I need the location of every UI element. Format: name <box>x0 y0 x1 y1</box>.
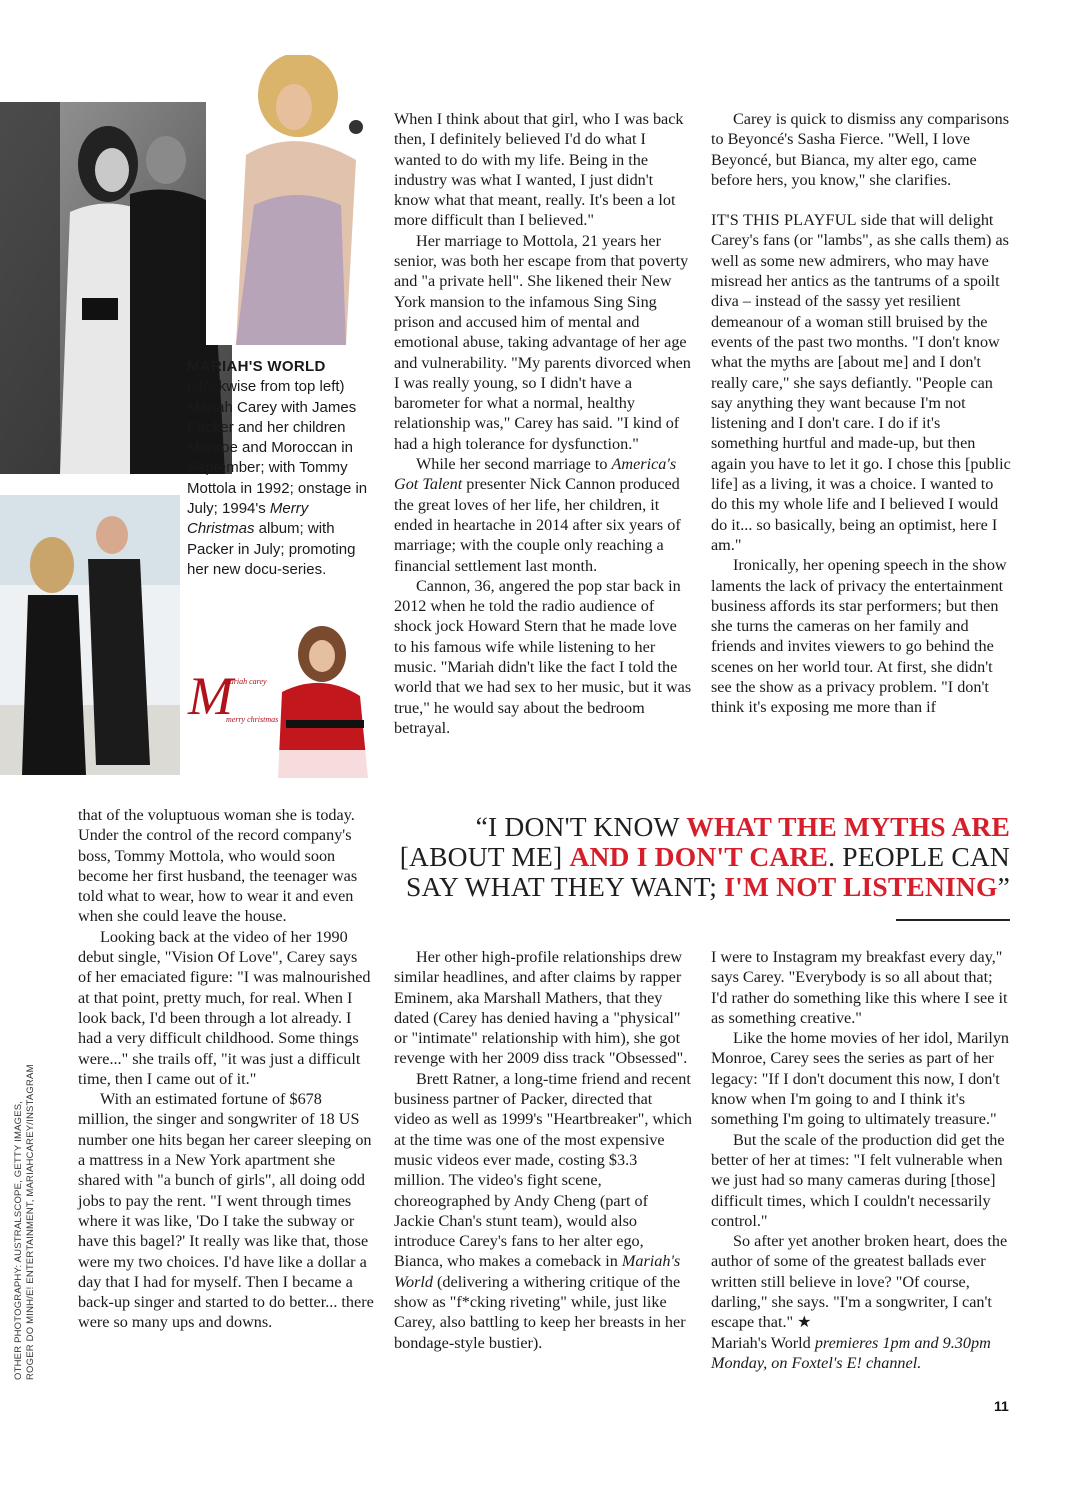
paragraph: So after yet another broken heart, does the author of some of the greatest ballads ever written still believe in love? "Of course, darling," she says. "I'm a songwriter, I can't escape that." ★ <box>711 1232 1008 1332</box>
column-bottom-right <box>711 947 1011 1373</box>
album-script-letter: M <box>188 666 233 726</box>
photo-credit: OTHER PHOTOGRAPHY: AUSTRALSCOPE, GETTY IMAGES, ROGER DO MINH/E! ENTERTAINMENT, MARIAHCAREY/INSTAGRAM <box>13 1064 36 1380</box>
paragraph: Looking back at the video of her 1990 debut single, "Vision Of Love", Carey says of her emaciated figure: "I was malnourished at that point, pretty much, for real. When I look back, I'd been through a lot already. I had a very difficult childhood. Some things were..." she trails off, "it was just a difficult time, then I came out of it." <box>78 927 371 1088</box>
caption-album-title: Merry Christmas <box>187 500 309 538</box>
paragraph: Like the home movies of her idol, Marilyn Monroe, Carey sees the series as part of her legacy: "If I don't document this now, I don't know when I'm going to and I think it's something I'm going to ultimately treasure." <box>711 1029 1010 1129</box>
album-title: merry christmas <box>226 715 279 724</box>
photo-packer-boat <box>0 495 180 775</box>
paragraph: Ironically, her opening speech in the show laments the lack of privacy the entertainment business affords its star performers; but then she turns the cameras on her family and friends and invites viewers to go behind the scenes on her world tour. At first, she didn't see the show as a privacy problem. "I don't think it's exposing me more than if <box>711 556 1007 717</box>
paragraph: that of the voluptuous woman she is today. Under the control of the record company's boss, Tommy Mottola, who would soon become her first husband, the teenager was told what to wear, how to wear it and even when she could leave the house. <box>78 806 358 926</box>
paragraph: Brett Ratner, a long-time friend and recent business partner of Packer, directed that video as well as 1999's "Heartbreaker", which at the time was one of the most expensive music videos ever made, costing $3.3 million. The video's fight scene, choreographed by Andy Cheng (part of Jackie Chan's stunt team), would also introduce Carey's fans to her alter ego, Bianca, who makes a comeback in Mariah's World (delivering a withering critique of the show as "f*cking riveting" while, just like Carey, also battling to keep her breasts in her bondage-style bustier). <box>394 1069 692 1352</box>
paragraph: But the scale of the production did get the better of her at times: "I felt vulnerable when we just had so many cameras during [those] difficult times, which I couldn't necessarily control." <box>711 1130 1005 1230</box>
tv-show-title: Mariah's World <box>711 1333 811 1352</box>
pull-quote-highlight: AND I DON'T CARE <box>569 841 829 872</box>
paragraph: Her other high-profile relationships drew similar headlines, and after claims by rapper Eminem, aka Marshall Mathers, that they dated (Carey has denied having a "physical" or "intimate" relationship with him), she got revenge with her 2009 diss track "Obsessed". <box>394 948 688 1068</box>
column-top-middle <box>394 109 692 738</box>
caption-title: MARIAH'S WORLD <box>187 358 326 375</box>
caption-body: (clockwise from top left) Mariah Carey with James Packer and her children Monroe and Moroccan in September; with Tommy Mottola in 1992; onstage in July; 1994's <box>187 378 368 518</box>
pull-quote: “I DON'T KNOW WHAT THE MYTHS ARE [ABOUT ME] AND I DON'T CARE. PEOPLE CAN SAY WHAT THEY WANT; I'M NOT LISTENING” <box>399 811 1010 902</box>
column-top-right <box>711 109 1011 718</box>
show-title: America's Got Talent <box>394 455 677 494</box>
paragraph: IT'S THIS PLAYFUL side that will delight Carey's fans (or "lambs", as she calls them) as well as some new admirers, who may have misread her antics as the tantrums of a spoilt diva – instead of the sassy yet resilient demeanour of a woman still bruised by the events of the past two months. "I don't know what the myths are [about me] and I don't really care," she says defiantly. "People can say anything they want because I'm not listening and I don't care. I do if it's something hurtful and made-up, but then again you have to let it go. I chose this [public life] as a living, it was a choice. I wanted to do this my whole life and I believed I would do it... so basically, being an optimist, here I am." <box>711 211 1011 554</box>
photo-merry-christmas-album <box>182 600 372 778</box>
paragraph: Carey is quick to dismiss any comparisons to Beyoncé's Sasha Fierce. "Well, I love Beyoncé, but Bianca, my alter ego, came before hers, you know," she clarifies. <box>711 110 1010 189</box>
photo-onstage-color <box>206 55 372 345</box>
caption-body-end: album; with Packer in July; promoting her new docu-series. <box>187 520 356 578</box>
show-title: Mariah's World <box>394 1252 681 1291</box>
pull-quote-rule <box>896 919 1010 921</box>
photo-caption <box>187 357 372 580</box>
end-mark-icon: ★ <box>797 1313 812 1332</box>
page-number: 11 <box>994 1398 1009 1414</box>
section-lead-caps: IT'S THIS PLAYFUL <box>711 211 857 230</box>
paragraph: With an estimated fortune of $678 million, the singer and songwriter of 18 US number one hits began her career sleeping on a mattress in a New York apartment she shared with "a bunch of girls", all doing odd jobs to pay the rent. "I went through times where it was like, 'Do I take the subway or have this bagel?' It really was like that, those were my two choices. I'd have like a dollar a day that I had for myself. Then I became a back-up singer and started to do better... there were so many ups and downs. <box>78 1090 374 1332</box>
pull-quote-highlight: I'M NOT LISTENING <box>724 871 998 902</box>
paragraph: Her marriage to Mottola, 21 years her senior, was both her escape from that poverty and "a private hell". She likened their New York mansion to the infamous Sing Sing prison and accused him of mental and emotional abuse, taking advantage of her age and vulnerability. "My parents divorced when I was really young, so I didn't have a barometer for what a normal, healthy relationship was," Carey has said. "I kind of had a high tolerance for dysfunction." <box>394 231 691 453</box>
paragraph: When I think about that girl, who I was back then, I definitely believed I'd do what I wanted to do with my life. Being in the industry was what I wanted, I just didn't know what that meant, really. It's been a lot more difficult than I believed." <box>394 110 684 230</box>
paragraph: While her second marriage to America's Got Talent presenter Nick Cannon produced the great loves of her life, her children, it ended in heartache in 2014 after six years of marriage; with the couple only reaching a financial settlement last month. <box>394 455 681 575</box>
tv-listing <box>711 1333 1011 1374</box>
tv-info: premieres 1pm and 9.30pm Monday, on Foxtel's E! channel. <box>711 1333 991 1372</box>
album-artist: mariah carey <box>224 677 267 686</box>
column-bottom-middle <box>394 947 692 1353</box>
paragraph: Cannon, 36, angered the pop star back in 2012 when he told the radio audience of shock jock Howard Stern that he made love to his famous wife while listening to her music. "Mariah didn't like the fact I told the world that we had sex to her music, but it was true," he would say about the bedroom betrayal. <box>394 576 692 737</box>
paragraph: I were to Instagram my breakfast every day," says Carey. "Everybody is so all about that; I'd rather do something like this where I see it as something creative." <box>711 948 1008 1027</box>
column-bottom-left <box>78 805 374 1333</box>
pull-quote-highlight: WHAT THE MYTHS ARE <box>686 811 1010 842</box>
